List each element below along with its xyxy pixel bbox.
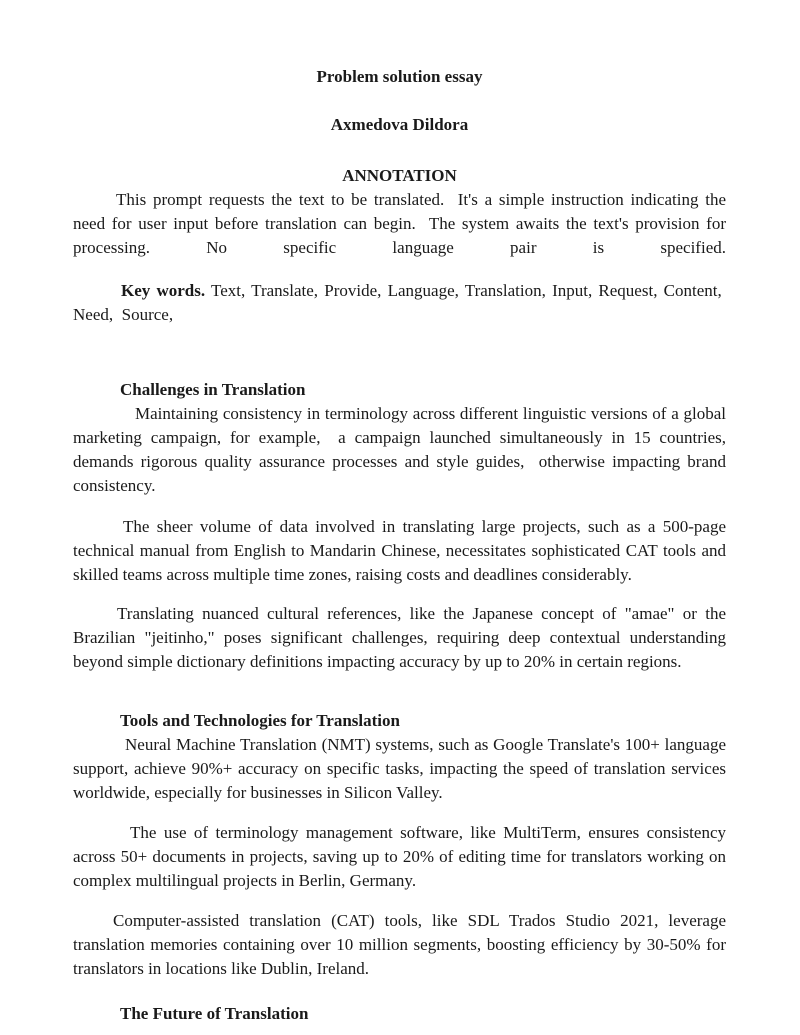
section-heading-challenges: Challenges in Translation — [120, 380, 306, 399]
annotation-paragraph: This prompt requests the text to be translated. It's a simple instruction indicating the need for user input before translation can begin. The system awaits the text's provision for processing. No specific language pair is specified. — [73, 190, 726, 257]
paragraph-cultural: Translating nuanced cultural references, like the Japanese concept of "amae" or the Brazilian "jeitinho," poses significant challenges, requiring deep contextual understanding beyond simple dictionary definitions impacting accuracy by up to 20% in certain regions. — [73, 604, 726, 671]
annotation-heading: ANNOTATION — [342, 166, 457, 185]
keywords-text: Text, Translate, Provide, Language, Translation, Input, Request, Content, Need, Source, — [73, 281, 726, 324]
paragraph-volume: The sheer volume of data involved in translating large projects, such as a 500-page technical manual from English to Mandarin Chinese, necessitates sophisticated CAT tools and skilled teams across multiple time zones, raising costs and deadlines considerably. — [73, 517, 726, 584]
paragraph-cat-tools: Computer-assisted translation (CAT) tools, like SDL Trados Studio 2021, leverage translation memories containing over 10 million segments, boosting efficiency by 30-50% for translators in locations like Dublin, Ireland. — [73, 911, 726, 978]
section-heading-tools: Tools and Technologies for Translation — [120, 711, 400, 730]
section-heading-future: The Future of Translation — [120, 1004, 309, 1023]
keywords-label: Key words. — [121, 281, 206, 300]
keywords-paragraph — [73, 279, 726, 327]
paragraph-terminology: The use of terminology management software, like MultiTerm, ensures consistency across 50+ documents in projects, saving up to 20% of editing time for translators working on complex multilingual projects in Berlin, Germany. — [73, 823, 726, 890]
page-title: Problem solution essay — [316, 67, 483, 86]
author-name: Axmedova Dildora — [330, 115, 469, 134]
paragraph-consistency: Maintaining consistency in terminology across different linguistic versions of a global marketing campaign, for example, a campaign launched simultaneously in 15 countries, demands rigorous quality assurance processes and style guides, otherwise impacting brand consistency. — [73, 404, 726, 495]
paragraph-nmt: Neural Machine Translation (NMT) systems, such as Google Translate's 100+ language support, achieve 90%+ accuracy on specific tasks, impacting the speed of translation services worldwide, especially for businesses in Silicon Valley. — [73, 735, 726, 802]
